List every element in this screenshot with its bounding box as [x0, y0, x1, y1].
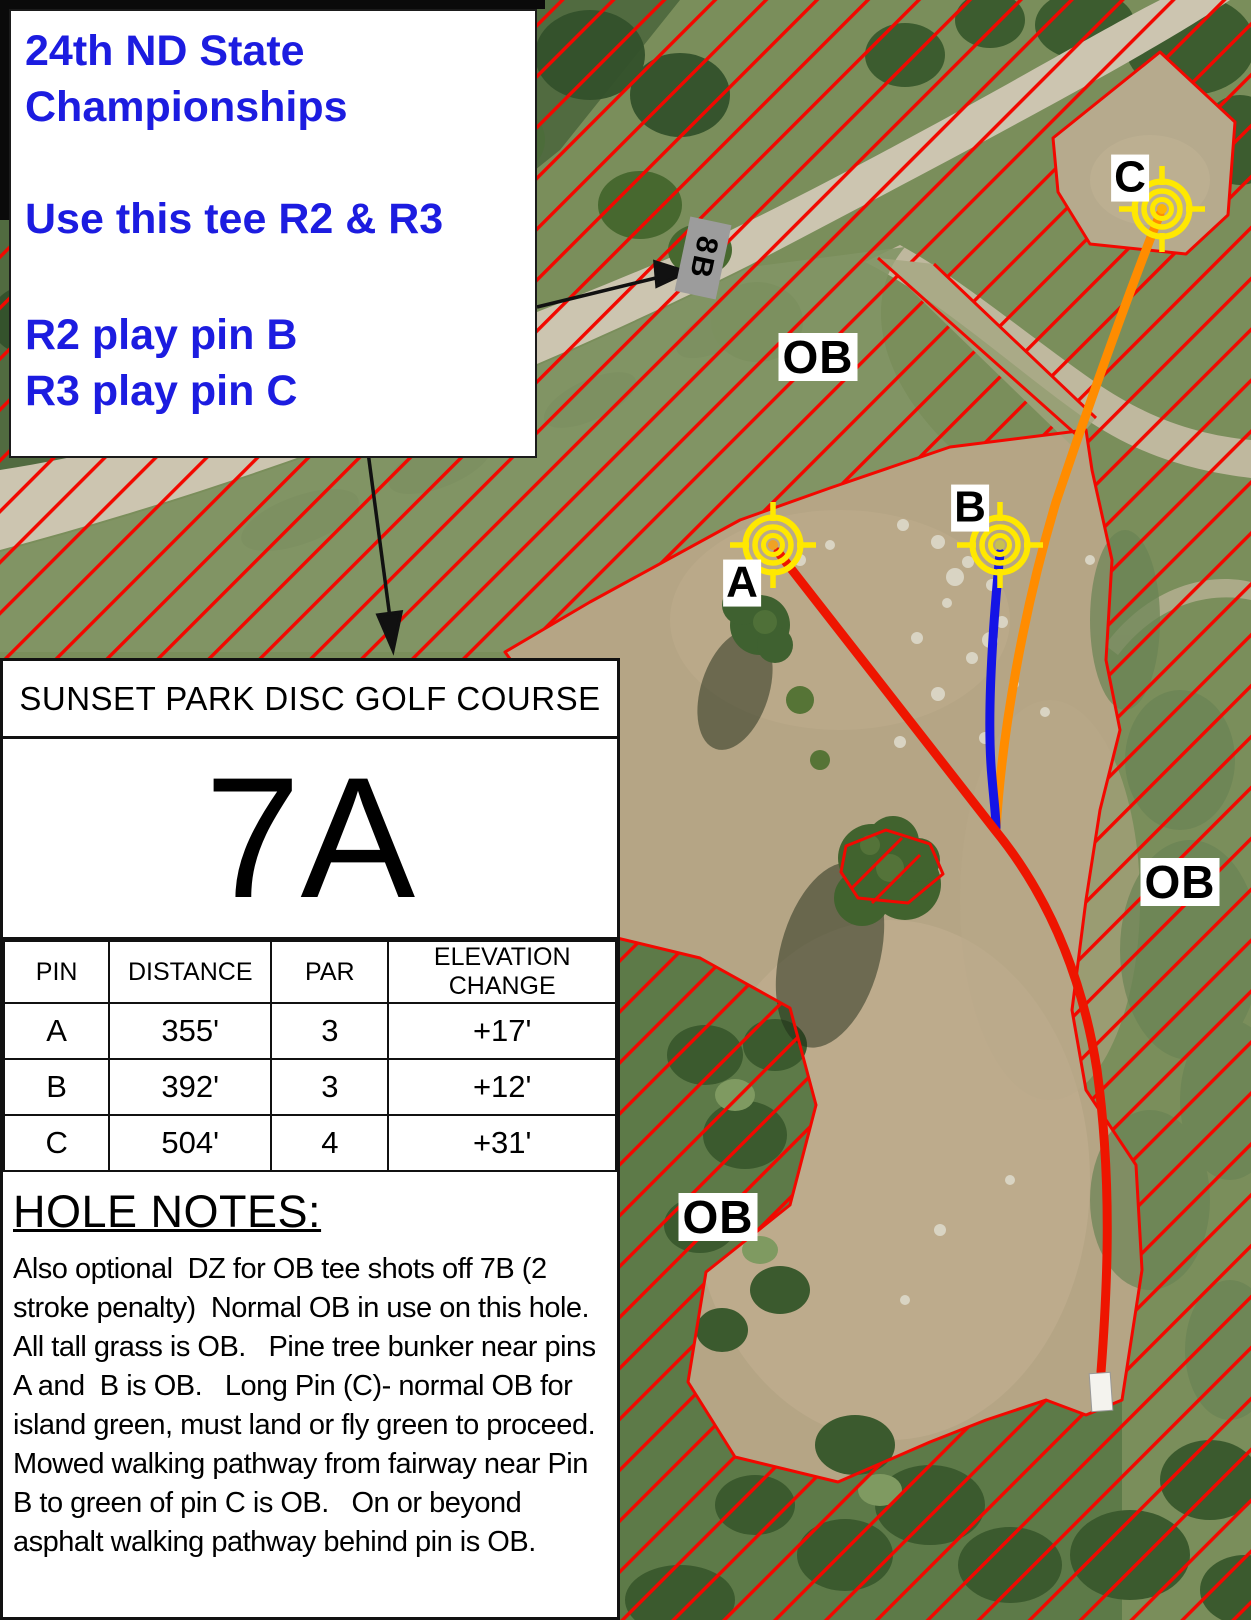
ob-label-bottom: OB — [679, 1193, 758, 1241]
notice-line-1: 24th ND State — [25, 27, 305, 75]
ob-label-right: OB — [1141, 858, 1220, 906]
cell-elevation: +12' — [388, 1059, 616, 1115]
pin-a-label: A — [723, 560, 761, 607]
cell-distance: 504' — [109, 1115, 271, 1171]
ob-label-top: OB — [779, 333, 858, 381]
cell-pin: A — [4, 1003, 109, 1059]
hole-notes-body: Also optional DZ for OB tee shots off 7B (2 stroke penalty) Normal OB in use on this hole. All tall grass is OB. Pine tree bunker near pins A and B is OB. Long Pin (C)- normal OB for island green, must land or fly green to proceed. Mowed walking pathway from fairway near Pin B to green of pin C is OB. On or beyond asphalt walking pathway behind pin is OB. — [13, 1253, 611, 1558]
cell-distance: 392' — [109, 1059, 271, 1115]
notice-line-2: Championships — [25, 83, 348, 131]
tournament-notice-box — [9, 9, 537, 458]
stats-header-row — [4, 941, 616, 1003]
header-elevation: ELEVATION CHANGE — [388, 941, 616, 1003]
table-row — [4, 1059, 616, 1115]
hole-stats-table — [3, 940, 617, 1172]
header-distance: DISTANCE — [109, 941, 271, 1003]
cell-pin: C — [4, 1115, 109, 1171]
pin-b-label: B — [951, 485, 989, 532]
course-name: SUNSET PARK DISC GOLF COURSE — [3, 661, 617, 739]
table-row — [4, 1003, 616, 1059]
table-row — [4, 1115, 616, 1171]
cell-elevation: +31' — [388, 1115, 616, 1171]
cell-distance: 355' — [109, 1003, 271, 1059]
notice-line-4: R2 play pin B — [25, 311, 298, 359]
tee-pad-7a — [1089, 1372, 1113, 1411]
hole-notes-title: HOLE NOTES: — [13, 1186, 322, 1237]
tee-pad-8b-label: 8B — [682, 232, 725, 284]
header-par: PAR — [271, 941, 388, 1003]
hole-info-panel — [0, 658, 620, 1620]
cell-par: 3 — [271, 1003, 388, 1059]
cell-par: 3 — [271, 1059, 388, 1115]
notice-line-5: R3 play pin C — [25, 367, 298, 415]
pin-c-label: C — [1111, 155, 1149, 202]
header-pin: PIN — [4, 941, 109, 1003]
photo-edge-top — [0, 0, 545, 9]
notice-line-3: Use this tee R2 & R3 — [25, 195, 444, 243]
hole-notes-section — [3, 1172, 617, 1562]
cell-elevation: +17' — [388, 1003, 616, 1059]
photo-edge-left — [0, 0, 9, 220]
cell-par: 4 — [271, 1115, 388, 1171]
cell-pin: B — [4, 1059, 109, 1115]
hole-number: 7A — [3, 739, 617, 940]
